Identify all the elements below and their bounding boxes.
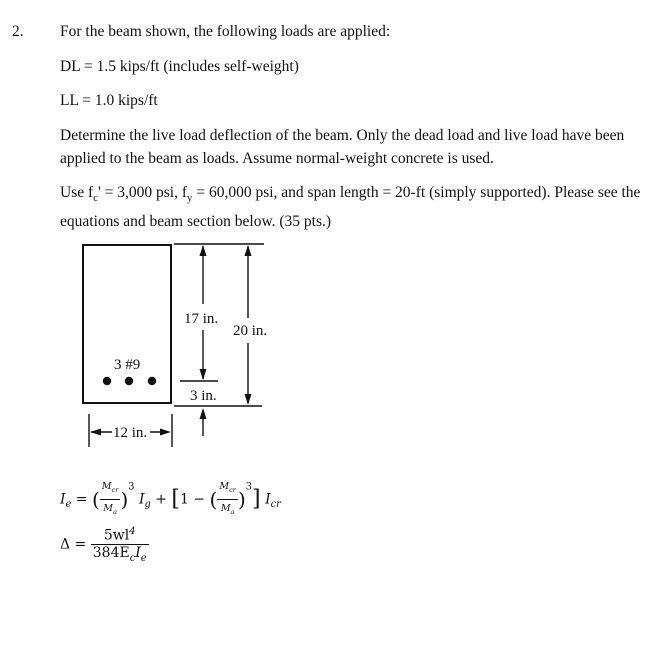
fc-subscript: c xyxy=(93,192,98,205)
ie-symbol: I xyxy=(60,491,66,508)
task-paragraph: Determine the live load deflection of the beam. Only the dead load and live load have been applied to the beam as loads. Assume normal-weight concrete is used. xyxy=(60,127,625,167)
use-rest: = 60,000 psi, and span length = 20-ft (simply supported). Please see the equations and beam section below. (35 pts.) xyxy=(60,184,641,231)
deflection-equation xyxy=(60,526,149,563)
effective-moment-equation: $I_e$ = ( $\frac{M_{cr}}{M_a}$ )$^3$ $I_g + [1$ − ( $\frac{M_{cr}}{M_a}$ )$^3$] $I_{cr}$ xyxy=(60,478,281,521)
dead-load-line: DL = 1.5 kips/ft (includes self-weight) xyxy=(60,58,299,75)
dim-20-label: 20 in. xyxy=(233,323,268,339)
rebar-2 xyxy=(125,377,133,385)
use-mid: ' = 3,000 psi, f xyxy=(97,184,188,201)
deflection-fraction: $\frac{5wl^4}{384E_cI_e}$ xyxy=(92,526,147,564)
arrow-3-up xyxy=(200,408,207,419)
arrow-12-left xyxy=(90,429,101,436)
dim-17-label: 17 in. xyxy=(184,311,219,327)
dim-3-label: 3 in. xyxy=(190,388,217,404)
icr-symbol: I xyxy=(265,491,271,508)
use-prefix: Use f xyxy=(60,184,94,201)
arrow-12-right xyxy=(160,429,171,436)
arrow-17-bottom xyxy=(200,369,207,380)
live-load-line: LL = 1.0 kips/ft xyxy=(60,92,158,109)
arrow-20-top xyxy=(245,245,252,256)
bars-label: 3 #9 xyxy=(114,357,141,373)
mcr-over-ma-fraction: $\frac{M_{cr}}{M_a}$ xyxy=(100,478,121,521)
fy-subscript: y xyxy=(187,192,193,205)
mcr-over-ma-fraction-2: $\frac{M_{cr}}{M_a}$ xyxy=(217,478,238,521)
problem-number: 2. xyxy=(12,23,24,40)
delta-symbol: Δ = xyxy=(60,536,87,553)
one-minus: 1 − xyxy=(179,491,206,508)
ig-symbol: I xyxy=(138,491,145,508)
rebar-3 xyxy=(148,377,156,385)
rebar-1 xyxy=(103,377,111,385)
dim-12-label: 12 in. xyxy=(113,425,148,441)
arrow-17-top xyxy=(200,245,207,256)
problem-intro: For the beam shown, the following loads are applied: xyxy=(60,23,391,40)
arrow-20-bottom xyxy=(245,394,252,405)
